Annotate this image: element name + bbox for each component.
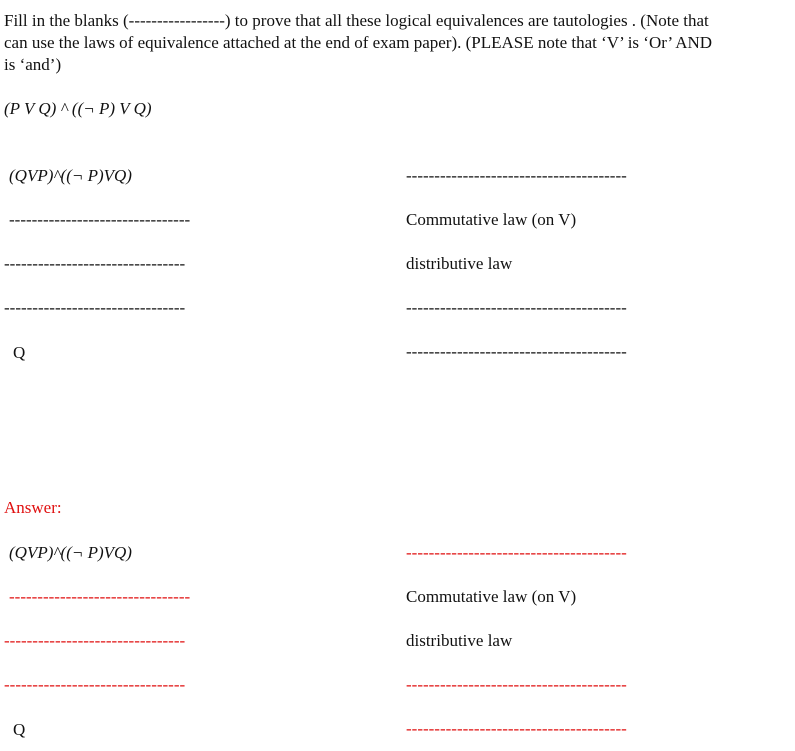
answer-row-2-left-blank[interactable]: -------------------------------- bbox=[9, 587, 191, 606]
answer-row-2-right: Commutative law (on V) bbox=[406, 587, 577, 606]
question-row-1-left: (QVP)^((¬ P)VQ) bbox=[9, 166, 132, 185]
answer-heading: Answer: bbox=[4, 498, 62, 517]
answer-row-3-left-blank[interactable]: -------------------------------- bbox=[4, 631, 186, 650]
question-row-4-right-blank[interactable]: --------------------------------------- bbox=[406, 298, 627, 317]
question-row-5-left: Q bbox=[13, 343, 26, 362]
answer-row-4-right-blank[interactable]: --------------------------------------- bbox=[406, 675, 627, 694]
question-row-2-right: Commutative law (on V) bbox=[406, 210, 577, 229]
answer-row-4-left-blank[interactable]: -------------------------------- bbox=[4, 675, 186, 694]
statement-expression: (P V Q) ^ ((¬ P) V Q) bbox=[4, 99, 152, 118]
question-row-1-right-blank[interactable]: --------------------------------------- bbox=[406, 166, 627, 185]
answer-row-5-right-blank[interactable]: --------------------------------------- bbox=[406, 719, 627, 738]
question-row-2-left-blank[interactable]: -------------------------------- bbox=[9, 210, 191, 229]
question-row-3-left-blank[interactable]: -------------------------------- bbox=[4, 254, 186, 273]
answer-row-5-left: Q bbox=[13, 720, 26, 739]
question-row-3-right: distributive law bbox=[406, 254, 513, 273]
question-row-4-left-blank[interactable]: -------------------------------- bbox=[4, 298, 186, 317]
instructions-paragraph bbox=[4, 10, 795, 76]
question-row-5-right-blank[interactable]: --------------------------------------- bbox=[406, 342, 627, 361]
answer-row-1-right-blank[interactable]: --------------------------------------- bbox=[406, 543, 627, 562]
instructions-line-1: Fill in the blanks (-----------------) to prove that all these logical equivalences are tautologies . (Note that bbox=[4, 11, 709, 30]
instructions-line-2: can use the laws of equivalence attached at the end of exam paper). (PLEASE note that ‘V’ is ‘Or’ AND bbox=[4, 33, 713, 52]
answer-row-3-right: distributive law bbox=[406, 631, 513, 650]
instructions-line-3: is ‘and’) bbox=[4, 55, 62, 74]
answer-row-1-left: (QVP)^((¬ P)VQ) bbox=[9, 543, 132, 562]
